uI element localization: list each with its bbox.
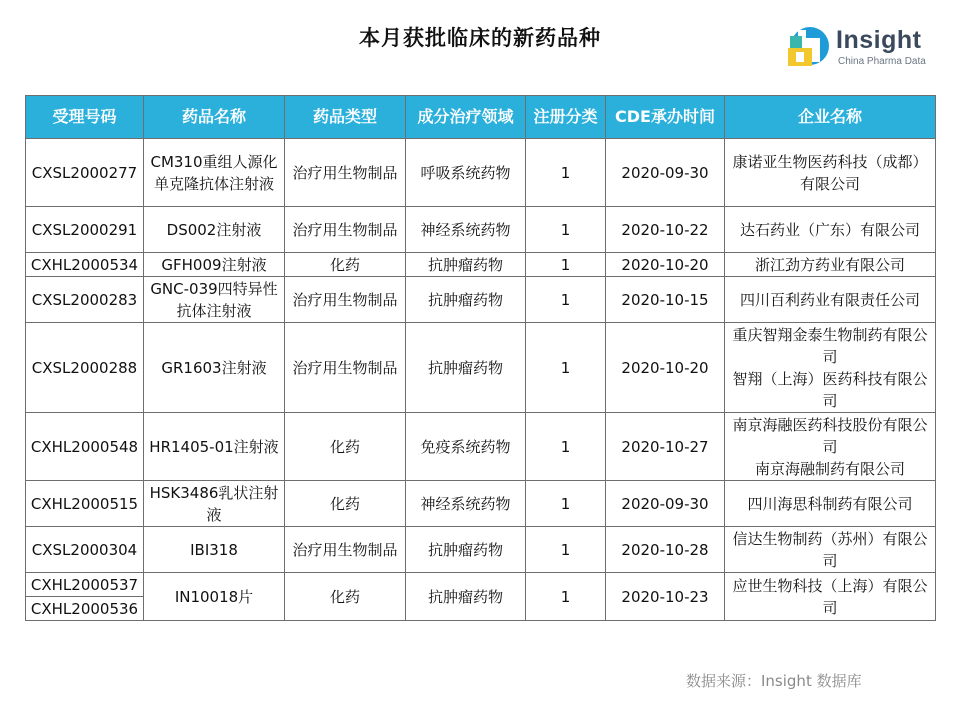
table-row [26, 277, 936, 323]
drug-type-cell: 治疗用生物制品 [285, 139, 406, 207]
acceptance-number-cell: CXSL2000291 [26, 207, 144, 253]
company-name: 达石药业（广东）有限公司 [739, 220, 920, 239]
registration-class-cell: 1 [526, 573, 606, 621]
registration-class-cell: 1 [526, 323, 606, 413]
drug-name-cell: HR1405-01注射液 [144, 413, 285, 481]
drug-type-cell: 化药 [285, 253, 406, 277]
therapeutic-area-cell: 神经系统药物 [406, 481, 526, 527]
company-name: 康诺亚生物医药科技（成都）有限公司 [732, 152, 928, 193]
acceptance-number-cell: CXHL2000515 [26, 481, 144, 527]
drug-type-cell: 化药 [285, 481, 406, 527]
header-cell: CDE承办时间 [606, 96, 725, 139]
table-row [26, 527, 936, 573]
cde-date-cell: 2020-10-28 [606, 527, 725, 573]
acceptance-number-cell: CXSL2000277 [26, 139, 144, 207]
cde-date-cell: 2020-09-30 [606, 481, 725, 527]
insight-logo [786, 24, 936, 76]
drug-name-cell: GR1603注射液 [144, 323, 285, 413]
company-name: 信达生物制药（苏州）有限公司 [732, 529, 928, 570]
company-cell [725, 413, 936, 481]
table-body [26, 139, 936, 621]
acceptance-number-cell: CXSL2000304 [26, 527, 144, 573]
acceptance-number-cell: CXSL2000283 [26, 277, 144, 323]
cde-date-cell: 2020-09-30 [606, 139, 725, 207]
table-row [26, 323, 936, 413]
drug-type-cell: 治疗用生物制品 [285, 207, 406, 253]
logo-name: Insight [836, 26, 922, 54]
cde-date-cell: 2020-10-20 [606, 253, 725, 277]
company-name: 浙江劲方药业有限公司 [754, 255, 905, 274]
data-source-note: 数据来源：Insight 数据库 [686, 672, 862, 690]
company-cell [725, 527, 936, 573]
therapeutic-area-cell: 免疫系统药物 [406, 413, 526, 481]
therapeutic-area-cell: 抗肿瘤药物 [406, 277, 526, 323]
acceptance-number-cell: CXSL2000288 [26, 323, 144, 413]
drug-type-cell: 化药 [285, 413, 406, 481]
registration-class-cell: 1 [526, 481, 606, 527]
drug-name-cell: HSK3486乳状注射液 [144, 481, 285, 527]
therapeutic-area-cell: 抗肿瘤药物 [406, 527, 526, 573]
company-name: 南京海融医药科技股份有限公司 [732, 415, 928, 456]
table-row [26, 481, 936, 527]
cde-date-cell: 2020-10-15 [606, 277, 725, 323]
company-name: 应世生物科技（上海）有限公司 [732, 576, 928, 617]
cde-date-cell: 2020-10-22 [606, 207, 725, 253]
drug-name-cell: IN10018片 [144, 573, 285, 621]
table-row [26, 413, 936, 481]
acceptance-number-cell: CXHL2000537 [26, 573, 144, 597]
header-cell: 成分治疗领域 [406, 96, 526, 139]
therapeutic-area-cell: 抗肿瘤药物 [406, 253, 526, 277]
table-header-row [26, 96, 936, 139]
table-row [26, 139, 936, 207]
acceptance-number-cell: CXHL2000536 [26, 597, 144, 621]
drug-name-cell: GNC-039四特异性抗体注射液 [144, 277, 285, 323]
registration-class-cell: 1 [526, 527, 606, 573]
table-row [26, 207, 936, 253]
header-cell: 注册分类 [526, 96, 606, 139]
company-cell [725, 253, 936, 277]
registration-class-cell: 1 [526, 413, 606, 481]
drug-type-cell: 治疗用生物制品 [285, 323, 406, 413]
drug-type-cell: 化药 [285, 573, 406, 621]
table-row [26, 253, 936, 277]
header-cell: 药品类型 [285, 96, 406, 139]
drug-name-cell: GFH009注射液 [144, 253, 285, 277]
company-name: 重庆智翔金泰生物制药有限公司 [732, 325, 928, 366]
company-cell [725, 481, 936, 527]
company-cell [725, 207, 936, 253]
approved-drugs-table [25, 95, 936, 621]
company-cell [725, 573, 936, 621]
therapeutic-area-cell: 抗肿瘤药物 [406, 573, 526, 621]
cde-date-cell: 2020-10-23 [606, 573, 725, 621]
company-name: 智翔（上海）医药科技有限公司 [732, 369, 928, 410]
company-name: 四川海思科制药有限公司 [747, 494, 913, 513]
company-cell [725, 139, 936, 207]
header-cell: 受理号码 [26, 96, 144, 139]
registration-class-cell: 1 [526, 277, 606, 323]
page-title: 本月获批临床的新药品种 [359, 26, 601, 50]
header-cell: 药品名称 [144, 96, 285, 139]
therapeutic-area-cell: 抗肿瘤药物 [406, 323, 526, 413]
company-cell [725, 323, 936, 413]
acceptance-number-cell: CXHL2000534 [26, 253, 144, 277]
drug-name-cell: CM310重组人源化单克隆抗体注射液 [144, 139, 285, 207]
cde-date-cell: 2020-10-20 [606, 323, 725, 413]
table-row [26, 573, 936, 597]
company-name: 四川百利药业有限责任公司 [739, 290, 920, 309]
drug-type-cell: 治疗用生物制品 [285, 277, 406, 323]
therapeutic-area-cell: 神经系统药物 [406, 207, 526, 253]
therapeutic-area-cell: 呼吸系统药物 [406, 139, 526, 207]
cde-date-cell: 2020-10-27 [606, 413, 725, 481]
logo-subtitle: China Pharma Data [838, 56, 926, 67]
drug-type-cell: 治疗用生物制品 [285, 527, 406, 573]
registration-class-cell: 1 [526, 139, 606, 207]
company-name: 南京海融制药有限公司 [754, 459, 905, 478]
registration-class-cell: 1 [526, 207, 606, 253]
company-cell [725, 277, 936, 323]
header-cell: 企业名称 [725, 96, 936, 139]
registration-class-cell: 1 [526, 253, 606, 277]
insight-logo-icon [786, 24, 830, 70]
drug-name-cell: IBI318 [144, 527, 285, 573]
acceptance-number-cell: CXHL2000548 [26, 413, 144, 481]
drug-name-cell: DS002注射液 [144, 207, 285, 253]
